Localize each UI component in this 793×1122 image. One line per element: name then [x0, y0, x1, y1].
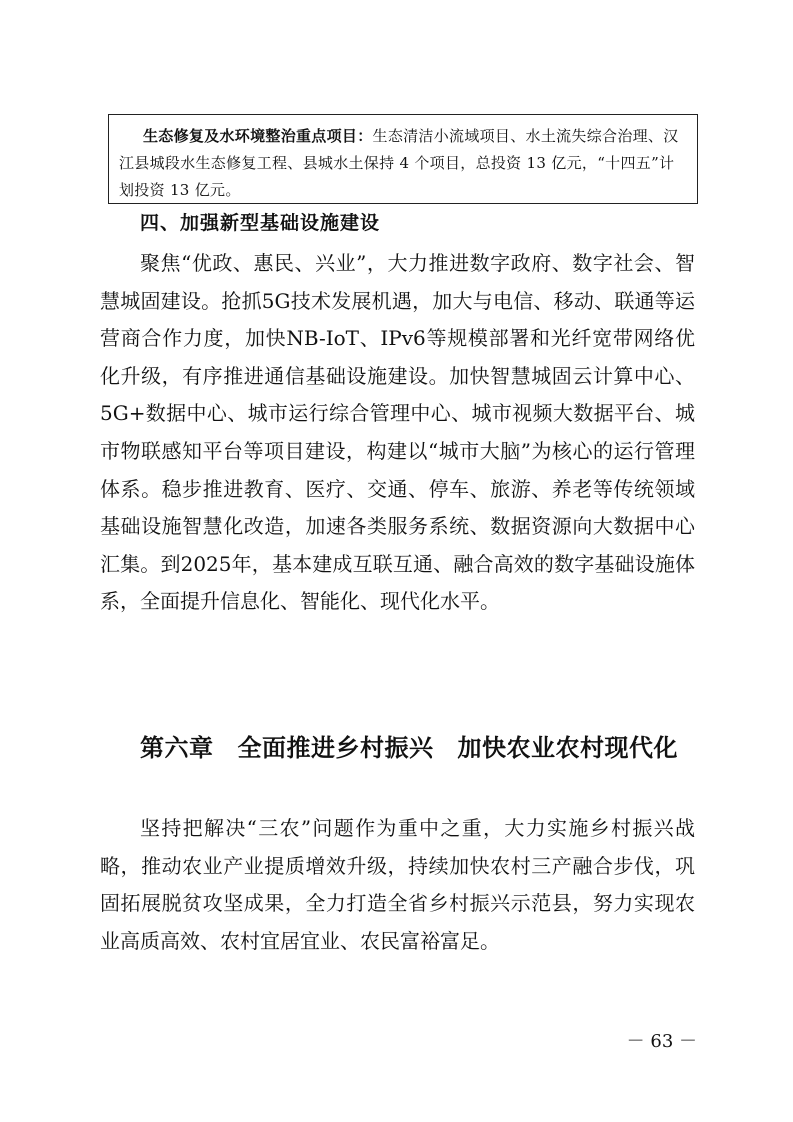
chapter-title-part1: 全面推进乡村振兴 — [237, 734, 434, 762]
chapter-title-part2: 加快农业农村现代化 — [457, 734, 678, 762]
chapter-title — [140, 728, 678, 768]
section-heading: 四、加强新型基础设施建设 — [140, 212, 381, 234]
key-projects-box — [108, 114, 698, 204]
chapter-number: 第六章 — [140, 734, 214, 762]
body-paragraph-infrastructure: 聚焦“优政、惠民、兴业”，大力推进数字政府、数字社会、智慧城固建设。抢抓5G技术发展机遇，加大与电信、移动、联通等运营商合作力度，加快NB-IoT、IPv6等规模部署和光纤宽带网络优化升级，有序推进通信基础设施建设。加快智慧城固云计算中心、5G+数据中心、城市运行综合管理中心、城市视频大数据平台、城市物联感知平台等项目建设，构建以“城市大脑”为核心的运行管理体系。稳步推进教育、医疗、交通、停车、旅游、养老等传统领域基础设施智慧化改造，加速各类服务系统、数据资源向大数据中心汇集。到2025年，基本建成互联互通、融合高效的数字基础设施体系，全面提升信息化、智能化、现代化水平。 — [100, 251, 695, 614]
key-projects-text: 生态清洁小流域项目、水土流失综合治理、汉江县城段水生态修复工程、县城水土保持 4 个项目，总投资 13 亿元，“十四五”计划投资 13 亿元。 — [119, 127, 679, 199]
body-paragraph-rural: 坚持把解决“三农”问题作为重中之重，大力实施乡村振兴战略，推动农业产业提质增效升级，持续加快农村三产融合步伐，巩固拓展脱贫攻坚成果，全力打造全省乡村振兴示范县，努力实现农业高质高效、农村宜居宜业、农民富裕富足。 — [100, 816, 695, 953]
key-projects-lead: 生态修复及水环境整治重点项目： — [143, 127, 373, 145]
page-number: － 63 － — [626, 1031, 697, 1052]
